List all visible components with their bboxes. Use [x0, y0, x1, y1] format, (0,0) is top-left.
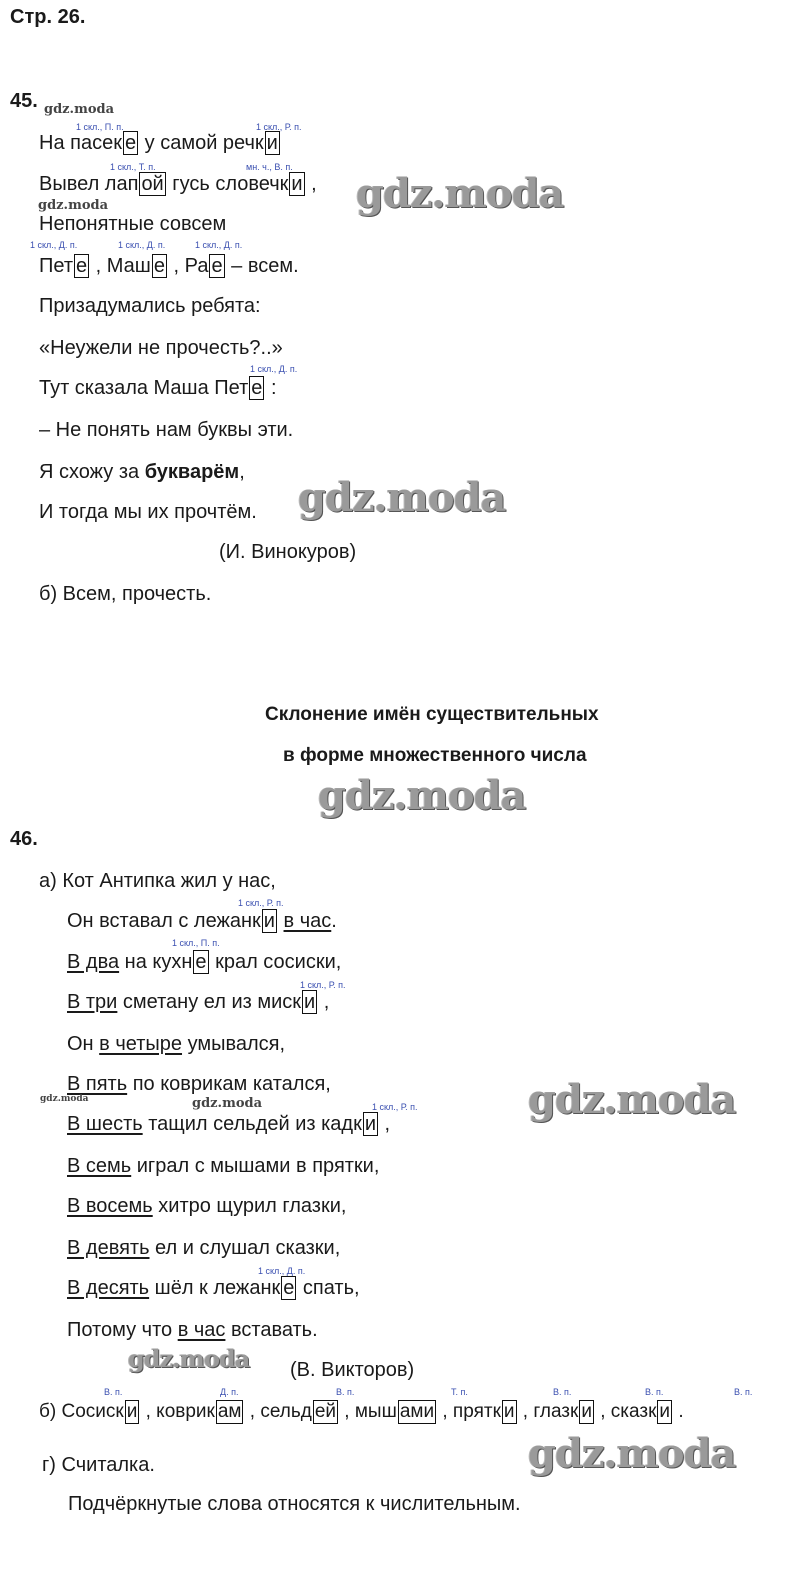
annotation: 1 скл., Д. п. — [195, 240, 243, 250]
page-header: Стр. 26. — [10, 6, 86, 28]
watermark: gdz.moda — [44, 102, 115, 117]
watermark: gdz.moda — [38, 198, 109, 213]
annotation: В. п. — [336, 1387, 355, 1397]
section-title-line1: Склонение имён существительных — [265, 704, 599, 725]
annotation: В. п. — [734, 1387, 753, 1397]
poem-line: Я схожу за букварём, — [39, 461, 245, 483]
watermark: gdz.moda — [298, 474, 506, 521]
ending-box: е — [211, 255, 223, 277]
ending-box: ой — [141, 173, 164, 195]
ending-box: е — [76, 255, 88, 277]
ending-box: ам — [217, 1401, 242, 1422]
ending-box: и — [659, 1401, 671, 1422]
ending-box: и — [364, 1113, 376, 1135]
poem-line: В семь играл с мышами в прятки, — [67, 1155, 380, 1177]
numeral-underlined: В три — [67, 991, 118, 1013]
section-title-line2: в форме множественного числа — [283, 745, 587, 766]
annotation: 1 скл., Р. п. — [238, 898, 284, 908]
annotation: мн. ч., В. п. — [246, 162, 293, 172]
annotation: 1 скл., П. п. — [172, 938, 220, 948]
poem-line: В девять ел и слушал сказки, — [67, 1237, 341, 1259]
poem-line: Он вставал с лежанк и в час. — [67, 910, 337, 932]
poem-line: В десять шёл к лежанк е спать, — [67, 1277, 360, 1299]
poem-line: В шесть тащил сельдей из кадк и , — [67, 1113, 391, 1135]
ending-box: е — [251, 377, 263, 399]
answer-g: г) Считалка. — [42, 1454, 155, 1476]
watermark: gdz.moda — [528, 1430, 736, 1477]
poem-line: Призадумались ребята: — [39, 295, 261, 317]
poem-line: В восемь хитро щурил глазки, — [67, 1195, 347, 1217]
poem-line: В три сметану ел из миск и , — [67, 991, 330, 1013]
annotation: 1 скл., Д. п. — [118, 240, 166, 250]
numeral-underlined: В пять — [67, 1073, 128, 1095]
ending-box: е — [283, 1277, 295, 1299]
poem-line: «Неужели не прочесть?..» — [39, 337, 283, 359]
numeral-underlined: В восемь — [67, 1195, 153, 1217]
ending-box: е — [124, 132, 137, 154]
annotation: 1 скл., Д. п. — [30, 240, 78, 250]
poem-line: Вывел лап ой гусь словечк и , — [39, 173, 317, 195]
numeral-underlined: в час — [283, 910, 332, 932]
numeral-underlined: В два — [67, 951, 120, 973]
watermark: gdz.moda — [318, 772, 526, 819]
annotation: В. п. — [645, 1387, 664, 1397]
ending-box: и — [581, 1401, 592, 1422]
exercise-46-number: 46. — [10, 828, 38, 850]
annotation: 1 скл., Д. п. — [250, 364, 298, 374]
poem-author: (В. Викторов) — [290, 1359, 415, 1381]
poem-line: Он в четыре умывался, — [67, 1033, 286, 1055]
numeral-underlined: В семь — [67, 1155, 132, 1177]
numeral-underlined: В десять — [67, 1277, 150, 1299]
numeral-underlined: в четыре — [99, 1033, 183, 1055]
poem-line: Пет е , Маш е , Ра е – всем. — [39, 255, 299, 277]
poem-line: На пасек е у самой речк и — [39, 132, 278, 154]
exercise-45-number: 45. — [10, 90, 38, 112]
annotation: В. п. — [104, 1387, 123, 1397]
ending-box: и — [263, 910, 275, 932]
watermark: gdz.moda — [528, 1076, 736, 1123]
ending-box: ей — [314, 1401, 337, 1422]
annotation: Т. п. — [451, 1387, 468, 1397]
annotation: 1 скл., Д. п. — [258, 1266, 306, 1276]
annotation: 1 скл., Р. п. — [300, 980, 346, 990]
ending-box: е — [153, 255, 165, 277]
numeral-underlined: в час — [177, 1319, 226, 1341]
poem-line: И тогда мы их прочтём. — [39, 501, 257, 523]
watermark: gdz.moda — [192, 1096, 263, 1111]
ending-box: и — [503, 1401, 515, 1422]
watermark: gdz.moda — [40, 1094, 89, 1104]
ending-box: е — [195, 951, 207, 973]
poem-line: Тут сказала Маша Пет е : — [39, 377, 277, 399]
annotation: 1 скл., Т. п. — [110, 162, 156, 172]
note: Подчёркнутые слова относятся к числительным. — [68, 1493, 521, 1515]
ending-box: ами — [399, 1401, 435, 1422]
poem-line: а) Кот Антипка жил у нас, — [39, 870, 276, 892]
poem-line: – Не понять нам буквы эти. — [39, 419, 294, 441]
watermark: gdz.moda — [356, 170, 564, 217]
poem-line: В пять по коврикам катался, — [67, 1073, 331, 1095]
poem-author: (И. Винокуров) — [219, 541, 357, 563]
numeral-underlined: В шесть — [67, 1113, 143, 1135]
ending-box: и — [304, 991, 316, 1013]
ending-box: и — [266, 132, 278, 154]
answer-b: б) Всем, прочесть. — [39, 583, 212, 605]
ending-box: и — [126, 1401, 138, 1422]
ending-box: и — [291, 173, 303, 195]
answer-b: б) Сосиск и , коврик ам , сельд ей , мыш ами , прятк и , глазк и , сказк и . — [39, 1401, 684, 1422]
annotation: 1 скл., Р. п. — [372, 1102, 418, 1112]
poem-line: В два на кухн е крал сосиски, — [67, 951, 342, 973]
annotation: 1 скл., Р. п. — [256, 122, 302, 132]
annotation: В. п. — [553, 1387, 572, 1397]
annotation: 1 скл., П. п. — [76, 122, 124, 132]
poem-line: Потому что в час вставать. — [67, 1319, 318, 1341]
annotation: Д. п. — [220, 1387, 239, 1397]
watermark: gdz.moda — [128, 1344, 250, 1373]
numeral-underlined: В девять — [67, 1237, 150, 1259]
poem-line: Непонятные совсем — [39, 213, 227, 235]
